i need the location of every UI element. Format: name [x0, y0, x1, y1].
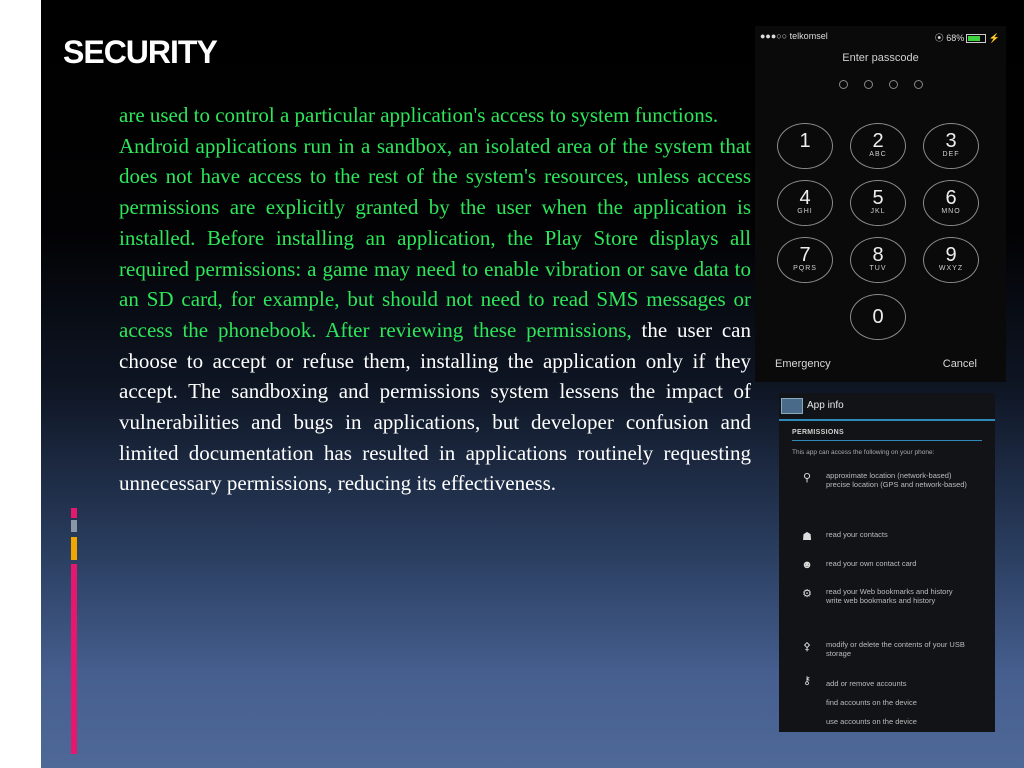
passcode-dots — [755, 76, 1006, 94]
app-info-screenshot — [779, 393, 995, 732]
battery-icon — [966, 34, 986, 43]
key-letters: TUV — [869, 265, 887, 272]
key-letters: DEF — [942, 151, 960, 158]
bookmarks-icon: ⚙ — [802, 588, 812, 600]
app-icon — [781, 398, 803, 414]
permission-text: add or remove accounts find accounts on the device use accounts on the device — [826, 679, 917, 726]
key-5[interactable] — [850, 180, 906, 226]
key-letters: ABC — [869, 151, 887, 158]
carrier-label: ●●●○○ telkomsel — [760, 31, 828, 41]
passcode-dot — [839, 80, 848, 89]
passcode-dot — [889, 80, 898, 89]
permission-text: read your own contact card — [826, 559, 917, 568]
contact-card-icon: ☻ — [801, 559, 813, 571]
status-bar — [760, 31, 1000, 45]
key-number: 2 — [872, 130, 884, 152]
passcode-screenshot — [755, 26, 1006, 382]
key-number: 9 — [945, 244, 957, 266]
location-icon: ⚲ — [802, 472, 812, 484]
key-letters: WXYZ — [938, 265, 964, 272]
key-number: 3 — [945, 130, 957, 152]
key-0[interactable] — [850, 294, 906, 340]
battery-indicator: ⦿ 68% ⚡ — [934, 33, 1000, 43]
permission-text: approximate location (network-based) precise location (GPS and network-based) — [826, 471, 967, 489]
key-icon: ⚷ — [802, 675, 812, 687]
contacts-icon: ☗ — [802, 531, 812, 543]
key-letters: PQRS — [793, 265, 817, 272]
app-info-header — [779, 393, 995, 421]
accent-bar-gray — [71, 520, 77, 532]
passcode-dot — [864, 80, 873, 89]
passcode-prompt: Enter passcode — [842, 52, 919, 64]
key-number: 4 — [799, 187, 811, 209]
key-4[interactable] — [777, 180, 833, 226]
key-3[interactable] — [923, 123, 979, 169]
key-6[interactable] — [923, 180, 979, 226]
paragraph-sandbox — [119, 131, 751, 499]
passcode-dot — [914, 80, 923, 89]
permissions-heading: PERMISSIONS — [792, 429, 844, 436]
key-letters: GHI — [797, 208, 813, 215]
accent-bar-pink-top — [71, 508, 77, 518]
emergency-button[interactable]: Emergency — [775, 358, 831, 370]
key-letters: MNO — [941, 208, 961, 215]
permission-text: read your contacts — [826, 530, 888, 539]
key-9[interactable] — [923, 237, 979, 283]
body-text — [119, 100, 751, 499]
paragraph-intro: are used to control a particular application's access to system functions. — [119, 103, 719, 127]
permission-text: modify or delete the contents of your USB storage — [826, 640, 965, 658]
key-number: 1 — [799, 130, 811, 152]
key-number: 6 — [945, 187, 957, 209]
accent-bar-gold — [71, 537, 77, 560]
key-8[interactable] — [850, 237, 906, 283]
key-number: 5 — [872, 187, 884, 209]
key-number: 7 — [799, 244, 811, 266]
key-7[interactable] — [777, 237, 833, 283]
paragraph-sandbox-rest: the user can choose to accept or refuse them, installing the application only if they accept. The sandboxing and permissions system lessens the impact of vulnerabilities and bugs in applications, but developer confusion and limited documentation has resulted in applications routinely requesting unnecessary permissions, reducing its effectiveness. — [119, 317, 751, 496]
key-number: 0 — [872, 306, 884, 328]
key-number: 8 — [872, 244, 884, 266]
app-info-title: App info — [807, 400, 844, 411]
battery-label: ⦿ 68% — [934, 33, 965, 43]
key-1[interactable] — [777, 123, 833, 169]
battery-fill — [968, 36, 980, 41]
cancel-button[interactable]: Cancel — [942, 358, 977, 370]
key-letters: JKL — [870, 208, 886, 215]
accent-bar-pink — [71, 564, 77, 754]
permission-text: read your Web bookmarks and history write web bookmarks and history — [826, 587, 953, 605]
left-white-margin — [0, 0, 41, 768]
permissions-divider — [792, 440, 982, 441]
key-2[interactable] — [850, 123, 906, 169]
paragraph-sandbox-highlight: Android applications run in a sandbox, an isolated area of the system that does not have access to the rest of the system's resources, unless access permissions are explicitly granted by the user when the application is installed. Before installing an application, the Play Store displays all required permissions: a game may need to enable vibration or save data to an SD card, for example, but should not need to read SMS messages or access the phonebook. After reviewing these permissions, — [119, 133, 751, 342]
usb-icon: ⚴ — [802, 641, 812, 653]
slide-title: SECURITY — [63, 34, 217, 70]
permissions-description: This app can access the following on your phone: — [792, 449, 935, 456]
